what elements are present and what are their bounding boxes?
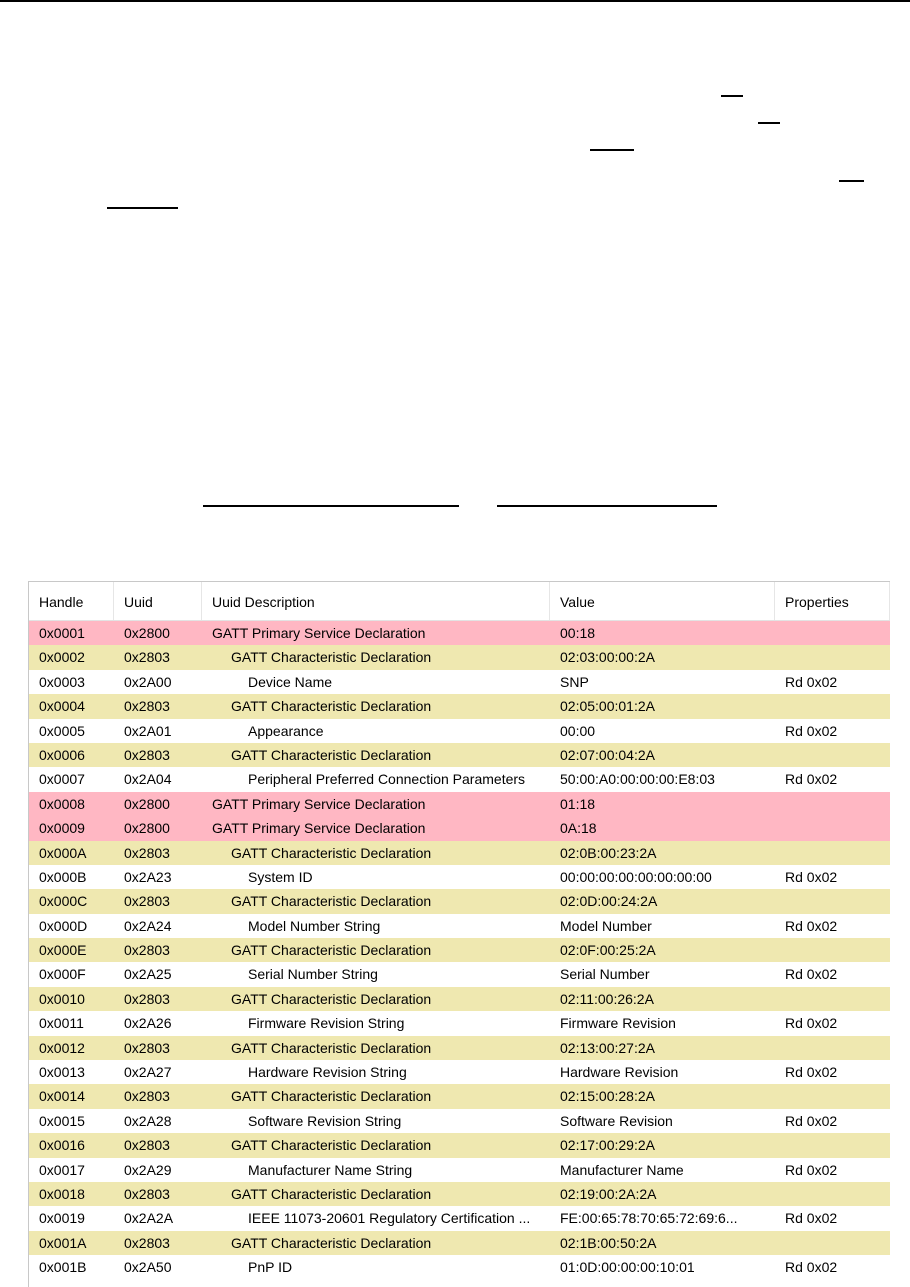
properties-cell bbox=[775, 792, 890, 816]
table-row[interactable] bbox=[29, 767, 890, 791]
properties-cell bbox=[775, 1182, 890, 1206]
value-cell: Serial Number bbox=[560, 966, 650, 983]
uuid-cell: 0x2803 bbox=[124, 990, 170, 1007]
table-row[interactable] bbox=[29, 987, 890, 1011]
uuid-description-cell: PnP ID bbox=[248, 1259, 293, 1276]
handle-cell: 0x0001 bbox=[39, 625, 85, 641]
text-underline bbox=[590, 149, 634, 151]
handle-cell: 0x0004 bbox=[39, 698, 85, 715]
uuid-cell: 0x2A25 bbox=[124, 966, 172, 983]
uuid-cell: 0x2803 bbox=[124, 1039, 170, 1056]
handle-cell: 0x0002 bbox=[39, 649, 85, 666]
handle-cell: 0x0019 bbox=[39, 1210, 85, 1227]
uuid-description-cell: IEEE 11073-20601 Regulatory Certification ... bbox=[248, 1210, 531, 1227]
properties-cell bbox=[775, 841, 890, 865]
properties-cell bbox=[775, 816, 890, 840]
table-row[interactable] bbox=[29, 865, 890, 889]
table-row[interactable] bbox=[29, 914, 890, 938]
properties-cell bbox=[775, 645, 890, 669]
uuid-cell: 0x2A26 bbox=[124, 1015, 172, 1032]
uuid-cell: 0x2803 bbox=[124, 649, 170, 666]
handle-cell: 0x001B bbox=[39, 1259, 87, 1276]
handle-cell: 0x0018 bbox=[39, 1185, 85, 1202]
handle-cell: 0x0014 bbox=[39, 1088, 85, 1105]
handle-cell: 0x0007 bbox=[39, 771, 85, 788]
uuid-description-cell: Appearance bbox=[248, 722, 324, 739]
handle-cell: 0x000F bbox=[39, 966, 86, 983]
value-cell: 02:03:00:00:2A bbox=[560, 649, 655, 666]
properties-cell bbox=[775, 694, 890, 718]
uuid-description-cell: GATT Characteristic Declaration bbox=[231, 698, 432, 715]
attribute-table bbox=[28, 581, 890, 1287]
table-row[interactable] bbox=[29, 1060, 890, 1084]
table-row[interactable] bbox=[29, 792, 890, 816]
table-row[interactable] bbox=[29, 1206, 890, 1230]
uuid-description-cell: Model Number String bbox=[248, 917, 381, 934]
value-cell: 00:18 bbox=[560, 625, 596, 641]
properties-cell: Rd 0x02 bbox=[785, 966, 838, 983]
properties-cell: Rd 0x02 bbox=[785, 771, 838, 788]
handle-cell: 0x0010 bbox=[39, 990, 85, 1007]
table-row[interactable] bbox=[29, 621, 890, 645]
handle-cell: 0x0013 bbox=[39, 1064, 85, 1081]
properties-cell bbox=[775, 1084, 890, 1108]
uuid-cell: 0x2A01 bbox=[124, 722, 172, 739]
text-underline bbox=[107, 207, 178, 209]
properties-cell: Rd 0x02 bbox=[785, 868, 838, 885]
text-underline bbox=[497, 505, 717, 507]
uuid-cell: 0x2803 bbox=[124, 844, 170, 861]
table-row[interactable] bbox=[29, 938, 890, 962]
value-cell: 02:19:00:2A:2A bbox=[560, 1185, 657, 1202]
value-cell: FE:00:65:78:70:65:72:69:6... bbox=[560, 1210, 738, 1227]
value-cell: Firmware Revision bbox=[560, 1015, 676, 1032]
uuid-description-cell: GATT Primary Service Declaration bbox=[212, 625, 426, 641]
uuid-description-cell: GATT Characteristic Declaration bbox=[231, 844, 432, 861]
table-row[interactable] bbox=[29, 841, 890, 865]
properties-cell: Rd 0x02 bbox=[785, 673, 838, 690]
table-body bbox=[29, 621, 890, 1280]
value-cell: 02:11:00:26:2A bbox=[560, 990, 654, 1007]
value-cell: 02:17:00:29:2A bbox=[560, 1137, 655, 1154]
handle-cell: 0x000D bbox=[39, 917, 88, 934]
properties-cell: Rd 0x02 bbox=[785, 1015, 838, 1032]
value-cell: 02:1B:00:50:2A bbox=[560, 1234, 657, 1251]
uuid-cell: 0x2A23 bbox=[124, 868, 172, 885]
value-cell: Hardware Revision bbox=[560, 1064, 679, 1081]
value-cell: Model Number bbox=[560, 917, 652, 934]
properties-cell: Rd 0x02 bbox=[785, 1064, 838, 1081]
value-cell: 01:0D:00:00:00:10:01 bbox=[560, 1259, 695, 1276]
column-header-value[interactable]: Value bbox=[550, 582, 775, 620]
table-row[interactable] bbox=[29, 645, 890, 669]
value-cell: 02:0F:00:25:2A bbox=[560, 942, 656, 959]
uuid-description-cell: GATT Characteristic Declaration bbox=[231, 1137, 432, 1154]
value-cell: 02:0B:00:23:2A bbox=[560, 844, 657, 861]
table-row[interactable] bbox=[29, 1084, 890, 1108]
uuid-description-cell: Manufacturer Name String bbox=[248, 1161, 413, 1178]
value-cell: 02:13:00:27:2A bbox=[560, 1039, 655, 1056]
uuid-description-cell: GATT Characteristic Declaration bbox=[231, 1088, 432, 1105]
uuid-description-cell: GATT Characteristic Declaration bbox=[231, 1039, 432, 1056]
properties-cell bbox=[775, 1036, 890, 1060]
properties-cell: Rd 0x02 bbox=[785, 1259, 838, 1276]
uuid-cell: 0x2803 bbox=[124, 1088, 170, 1105]
uuid-description-cell: Device Name bbox=[248, 673, 333, 690]
value-cell: SNP bbox=[560, 673, 589, 690]
handle-cell: 0x000B bbox=[39, 868, 87, 885]
uuid-cell: 0x2A04 bbox=[124, 771, 172, 788]
table-row[interactable] bbox=[29, 670, 890, 694]
value-cell: 00:00:00:00:00:00:00:00 bbox=[560, 868, 712, 885]
properties-cell: Rd 0x02 bbox=[785, 1112, 838, 1129]
properties-cell: Rd 0x02 bbox=[785, 1210, 838, 1227]
table-row[interactable] bbox=[29, 889, 890, 913]
value-cell: 02:15:00:28:2A bbox=[560, 1088, 655, 1105]
value-cell: 02:0D:00:24:2A bbox=[560, 893, 658, 910]
uuid-description-cell: System ID bbox=[248, 868, 313, 885]
handle-cell: 0x0012 bbox=[39, 1039, 85, 1056]
handle-cell: 0x0016 bbox=[39, 1137, 85, 1154]
properties-cell bbox=[775, 1133, 890, 1157]
uuid-description-cell: GATT Characteristic Declaration bbox=[231, 1185, 432, 1202]
value-cell: 02:05:00:01:2A bbox=[560, 698, 655, 715]
handle-cell: 0x0005 bbox=[39, 722, 85, 739]
value-cell: 02:07:00:04:2A bbox=[560, 746, 655, 763]
text-underline bbox=[721, 95, 743, 97]
table-header bbox=[29, 582, 890, 621]
properties-cell: Rd 0x02 bbox=[785, 917, 838, 934]
uuid-cell: 0x2803 bbox=[124, 942, 170, 959]
column-header-uuid-description[interactable]: Uuid Description bbox=[202, 582, 550, 620]
value-cell: 0A:18 bbox=[560, 820, 597, 837]
uuid-description-cell: Hardware Revision String bbox=[248, 1064, 407, 1081]
uuid-cell: 0x2800 bbox=[124, 795, 170, 812]
properties-cell: Rd 0x02 bbox=[785, 722, 838, 739]
table-row[interactable] bbox=[29, 743, 890, 767]
table-row[interactable] bbox=[29, 1133, 890, 1157]
uuid-cell: 0x2A50 bbox=[124, 1259, 172, 1276]
properties-cell bbox=[775, 1231, 890, 1255]
table-row[interactable] bbox=[29, 816, 890, 840]
properties-cell bbox=[775, 621, 890, 645]
value-cell: 50:00:A0:00:00:00:E8:03 bbox=[560, 771, 715, 788]
value-cell: 00:00 bbox=[560, 722, 596, 739]
uuid-cell: 0x2803 bbox=[124, 1185, 170, 1202]
text-underline bbox=[203, 505, 459, 507]
uuid-description-cell: Peripheral Preferred Connection Parameters bbox=[248, 771, 526, 788]
properties-cell bbox=[775, 743, 890, 767]
uuid-description-cell: GATT Characteristic Declaration bbox=[231, 990, 432, 1007]
uuid-description-cell: Firmware Revision String bbox=[248, 1015, 405, 1032]
uuid-description-cell: GATT Characteristic Declaration bbox=[231, 893, 432, 910]
uuid-description-cell: GATT Characteristic Declaration bbox=[231, 942, 432, 959]
uuid-description-cell: Serial Number String bbox=[248, 966, 378, 983]
value-cell: Software Revision bbox=[560, 1112, 673, 1129]
properties-cell: Rd 0x02 bbox=[785, 1161, 838, 1178]
uuid-cell: 0x2A24 bbox=[124, 917, 172, 934]
uuid-description-cell: GATT Primary Service Declaration bbox=[212, 820, 426, 837]
table-row[interactable] bbox=[29, 962, 890, 986]
table-row[interactable] bbox=[29, 1182, 890, 1206]
uuid-cell: 0x2803 bbox=[124, 1234, 170, 1251]
uuid-cell: 0x2803 bbox=[124, 746, 170, 763]
properties-cell bbox=[775, 889, 890, 913]
uuid-cell: 0x2A00 bbox=[124, 673, 172, 690]
handle-cell: 0x000E bbox=[39, 942, 87, 959]
uuid-cell: 0x2A27 bbox=[124, 1064, 172, 1081]
column-header-handle[interactable]: Handle bbox=[29, 582, 114, 620]
table-row[interactable] bbox=[29, 1109, 890, 1133]
uuid-cell: 0x2800 bbox=[124, 625, 170, 641]
page-top-rule bbox=[0, 0, 910, 2]
handle-cell: 0x0017 bbox=[39, 1161, 85, 1178]
uuid-cell: 0x2800 bbox=[124, 820, 170, 837]
uuid-cell: 0x2A28 bbox=[124, 1112, 172, 1129]
uuid-cell: 0x2A29 bbox=[124, 1161, 172, 1178]
handle-cell: 0x001A bbox=[39, 1234, 87, 1251]
uuid-description-cell: GATT Characteristic Declaration bbox=[231, 1234, 432, 1251]
uuid-description-cell: GATT Characteristic Declaration bbox=[231, 649, 432, 666]
text-underline bbox=[839, 180, 864, 182]
table-row[interactable] bbox=[29, 1255, 890, 1279]
handle-cell: 0x0008 bbox=[39, 795, 85, 812]
text-underline bbox=[758, 122, 780, 124]
handle-cell: 0x0006 bbox=[39, 746, 85, 763]
table-row[interactable] bbox=[29, 1036, 890, 1060]
table-row[interactable] bbox=[29, 719, 890, 743]
uuid-description-cell: GATT Primary Service Declaration bbox=[212, 795, 426, 812]
uuid-cell: 0x2803 bbox=[124, 893, 170, 910]
value-cell: Manufacturer Name bbox=[560, 1161, 684, 1178]
table-row[interactable] bbox=[29, 1231, 890, 1255]
uuid-cell: 0x2803 bbox=[124, 698, 170, 715]
column-header-uuid[interactable]: Uuid bbox=[114, 582, 202, 620]
table-row[interactable] bbox=[29, 1158, 890, 1182]
uuid-description-cell: GATT Characteristic Declaration bbox=[231, 746, 432, 763]
handle-cell: 0x000A bbox=[39, 844, 87, 861]
handle-cell: 0x0003 bbox=[39, 673, 85, 690]
uuid-description-cell: Software Revision String bbox=[248, 1112, 402, 1129]
column-header-properties[interactable]: Properties bbox=[775, 582, 890, 620]
handle-cell: 0x000C bbox=[39, 893, 88, 910]
uuid-cell: 0x2803 bbox=[124, 1137, 170, 1154]
handle-cell: 0x0015 bbox=[39, 1112, 85, 1129]
handle-cell: 0x0009 bbox=[39, 820, 85, 837]
table-row[interactable] bbox=[29, 694, 890, 718]
uuid-cell: 0x2A2A bbox=[124, 1210, 174, 1227]
properties-cell bbox=[775, 987, 890, 1011]
table-row[interactable] bbox=[29, 1011, 890, 1035]
handle-cell: 0x0011 bbox=[39, 1015, 84, 1032]
value-cell: 01:18 bbox=[560, 795, 596, 812]
properties-cell bbox=[775, 938, 890, 962]
